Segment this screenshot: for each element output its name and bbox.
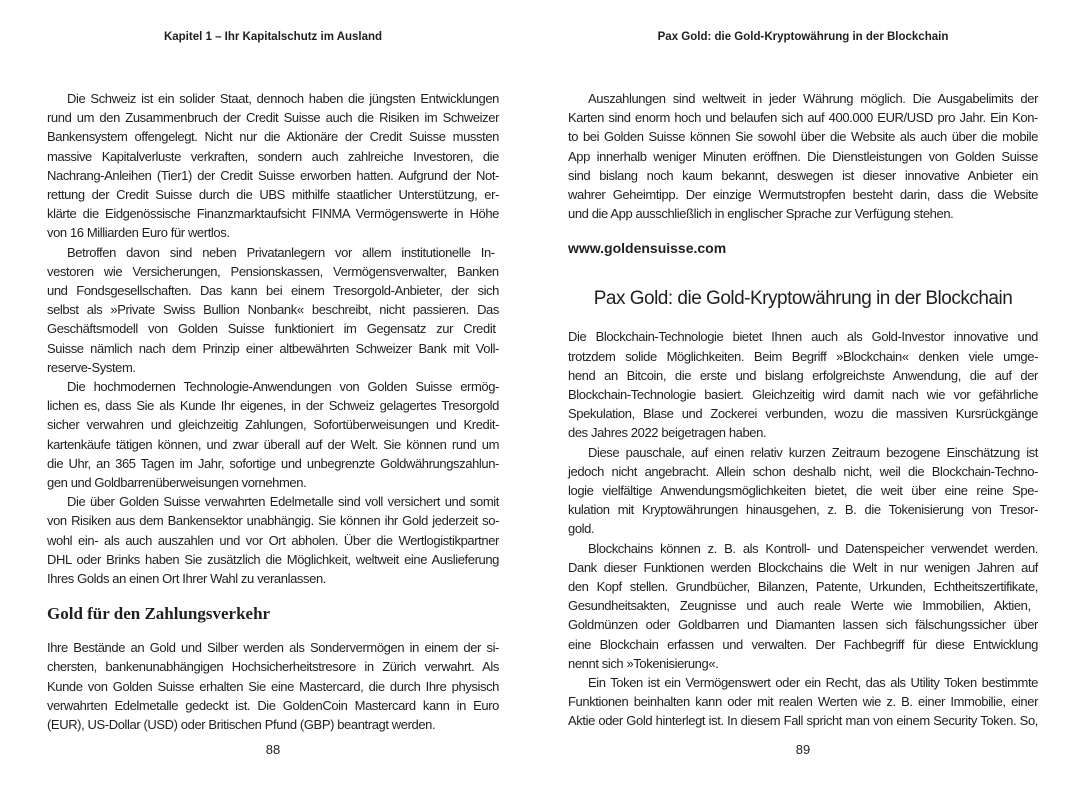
left-page (47, 0, 499, 801)
right-page (568, 0, 1038, 801)
page-number-left: 88 (265, 742, 281, 757)
paragraph-auszahlungen: Auszahlungen sind weltweit in jeder Währung möglich. Die Ausgabelimits der Karten sind enorm hoch und belaufen sich auf 400.000 EUR/USD pro Jahr. Ein Kon- to bei Golden Suisse können Sie sowohl über die Website als auch über die mobile App innerhalb weniger Minuten eröffnen. Die Dienstleistungen von Golden Suisse sind bislang noch kaum bekannt, deswegen ist dieser innovative Anbieter ein wahrer Geheimtipp. Der einzige Wermutstropfen besteht darin, dass die Website und die App ausschließlich in englischer Sprache zur Verfügung stehen. (568, 91, 1038, 222)
page-number-right: 89 (795, 742, 811, 757)
section-heading-zahlungsverkehr: Gold für den Zahlungsverkehr (47, 604, 271, 624)
website-url-text: www.goldensuisse.com (568, 240, 727, 257)
paragraph-betroffen: Betroffen davon sind neben Privatanlegern vor allem institutionelle In- vestoren wie Versicherungen, Pensionskassen, Vermögensverwalter, Banken und Fondsgesellschaften. Das kann bei einem Tresorgold-Anbieter, der sich selbst als »Private Swiss Bullion Nonbank« beschreibt, nicht passieren. Das Geschäftsmodell von Golden Suisse funktioniert im Gegensatz zur Credit Suisse nämlich nach dem Prinzip einer altbewährten Schweizer Bank mit Voll- reserve-System. (47, 244, 499, 375)
paragraph-ein-token: Ein Token ist ein Vermögenswert oder ein Recht, das als Utility Token bestimmte Funktionen beinhalten kann oder mit realen Werten wie z. B. einer Immobilie, einer Aktie oder Gold hinterlegt ist. In diesem Fall spricht man von einem Security Token. So, (568, 675, 1038, 729)
paragraph-credit-suisse: Die Schweiz ist ein solider Staat, dennoch haben die jüngsten Entwicklungen rund um den Zusammenbruch der Credit Suisse auch die Risiken im Schweizer Bankensystem offengelegt. Nicht nur die Aktionäre der Credit Suisse mussten massive Kapitalverluste verkraften, sondern auch zahlreiche Investoren, die Nachrang-Anleihen (Tier1) der Credit Suisse erworben hatten. Aufgrund der Not- rettung der Credit Suisse durch die UBS mithilfe staatlicher Unterstützung, er- klärte die Eidgenössische Finanzmarktaufsicht FINMA Vermögenswerte in Höhe von 16 Milliarden Euro für wertlos. (47, 91, 499, 241)
paragraph-bestaende: Ihre Bestände an Gold und Silber werden als Sondervermögen in einem der si- chersten, bankenunabhängigen Hochsicherheitstresore in Zürich verwahrt. Als Kunde von Golden Suisse erhalten Sie eine Mastercard, die durch Ihre physisch verwahrten Edelmetalle gedeckt ist. Die GoldenCoin Mastercard kann in Euro (EUR), US-Dollar (USD) oder Britischen Pfund (GBP) beantragt werden. (47, 640, 499, 733)
paragraph-edelmetalle: Die über Golden Suisse verwahrten Edelmetalle sind voll versichert und somit von Risiken aus dem Bankensektor unabhängig. Sie können ihr Gold jederzeit so- wohl ein- als auch auszahlen und vor Ort abholen. Über die Wertlogistikpartner DHL oder Brinks haben Sie zusätzlich die Möglichkeit, weltweit eine Auslieferung Ihres Golds an einen Ort Ihrer Wahl zu veranlassen. (47, 494, 499, 587)
section-heading-pax-gold: Pax Gold: die Gold-Kryptowährung in der Blockchain (593, 288, 1013, 310)
left-page-body (47, 89, 499, 734)
paragraph-blockchains-koennen: Blockchains können z. B. als Kontroll- und Datenspeicher verwendet werden. Dank dieser Funktionen werden Blockchains die Welt in nur wenigen Jahren auf den Kopf stellen. Grundbücher, Bilanzen, Patente, Urkunden, Echtheitszertifikate, Gesundheitsakten, Zeugnisse und auch reale Werte wie Immobilien, Aktien, Goldmünzen oder Goldbarren und Diamanten lassen sich fälschungssicher über eine Blockchain erfassen und verwalten. Der Fachbegriff für diese Entwicklung nennt sich »Tokenisierung«. (568, 540, 1038, 671)
right-running-header: Pax Gold: die Gold-Kryptowährung in der Blockchain (657, 31, 949, 43)
right-page-body (568, 89, 1038, 731)
paragraph-diese-pauschale: Diese pauschale, auf einen relativ kurzen Zeitraum bezogene Einschätzung ist jedoch nicht angebracht. Allein schon deshalb nicht, weil die Blockchain-Techno- logie vielfältige Anwendungsmöglichkeiten bietet, die weit über eine reine Spe- kulation mit Kryptowährungen hinausgehen, z. B. die Tokenisierung von Tresor- gold. (568, 444, 1038, 537)
paragraph-blockchain-technologie: Die Blockchain-Technologie bietet Ihnen auch als Gold-Investor innovative und trotzdem solide Möglichkeiten. Beim Begriff »Blockchain« denken viele umge- hend an Bitcoin, die erste und bislang erfolgreichste Anwendung, die auf der Blockchain-Technologie basiert. Gleichzeitig wird damit nach wie vor gefährliche Spekulation, Blase und Zockerei verbunden, wozu die massiven Kursrückgänge des Jahres 2022 beigetragen haben. (568, 329, 1038, 441)
paragraph-technologie: Die hochmodernen Technologie-Anwendungen von Golden Suisse ermög- lichen es, dass Sie als Kunde Ihr eigenes, in der Schweiz gelagertes Tresorgold sicher verwahren und gleichzeitig Zahlungen, Sofortüberweisungen und Kredit- kartenkäufe tätigen können, und zwar überall auf der Welt. Sie können rund um die Uhr, an 365 Tagen im Jahr, sofortige und unbegrenzte Goldwährungszahlun- gen und Goldbarrenüberweisungen vornehmen. (47, 379, 499, 491)
left-running-header: Kapitel 1 – Ihr Kapitalschutz im Ausland (163, 31, 383, 43)
